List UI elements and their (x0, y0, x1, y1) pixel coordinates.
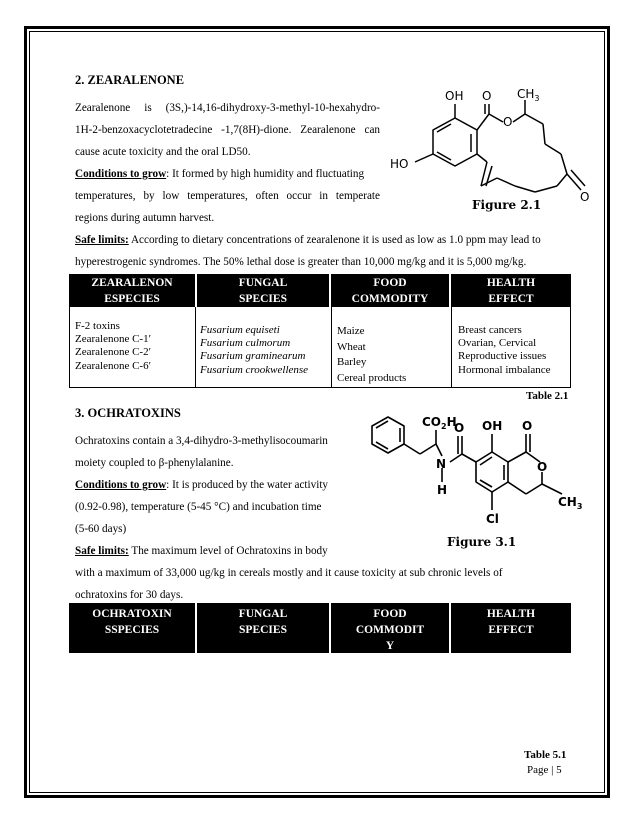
table-2-1-header-col-1: ZEARALENON ESPECIES (91, 277, 173, 305)
figure-2-1-caption: Figure 2.1 (472, 198, 542, 212)
table-5-1-header-col-1: OCHRATOXIN SSPECIES (92, 608, 172, 636)
co2h-label: $CO_2H$ (422, 415, 457, 431)
figure-3-1-caption: Figure 3.1 (447, 535, 517, 549)
list-item: F-2 toxins (75, 320, 120, 332)
ochratoxins-safe-line-3: ochratoxins for 30 days. (75, 589, 184, 601)
zearalenone-safe-line-2: hyperestrogenic syndromes. The 50% lethal dose is greater than 10,000 mg/kg and it is 5,000 mg/kg. (75, 256, 527, 268)
ch3-label: $CH_3$ (517, 87, 540, 103)
table-2-1-caption: Table 2.1 (526, 390, 569, 402)
safe-limits-label: Safe limits: (75, 545, 129, 557)
ochratoxins-conditions-line-1 (75, 474, 328, 496)
table-5-1-header-col-4: HEALTH EFFECT (486, 608, 536, 636)
carbonyl-o-label: O (482, 89, 492, 103)
list-item: Cereal products (337, 371, 407, 384)
lactone-o-label: O (522, 419, 533, 433)
table-2-1-col-2 (200, 324, 308, 377)
zearalenone-conditions-line-1 (75, 163, 380, 185)
ketone-o-label: O (580, 190, 590, 204)
table-2-1-col-4 (458, 324, 551, 377)
oh-label: OH (482, 419, 503, 433)
ochratoxins-intro-line-1: Ochratoxins contain a 3,4-dihydro-3-methylisocoumarin (75, 435, 328, 447)
zearalenone-intro-line-1: Zearalenone is (3S,)-14,16-dihydroxy-3-methyl-10-hexahydro- (75, 102, 380, 114)
list-item: Fusarium graminearum (200, 350, 306, 363)
list-item: Fusarium crookwellense (200, 363, 309, 376)
h-label: H (437, 483, 448, 497)
safe-limits-text: According to dietary concentrations of zearalenone it is used as low as 1.0 ppm may lead to (128, 234, 541, 246)
conditions-text: : It is produced by the water activity (166, 479, 329, 491)
table-2-1-col-1 (75, 320, 151, 373)
ch3-label: $CH_3$ (558, 495, 583, 511)
list-item: Barley (337, 356, 367, 369)
zearalenone-intro-line-3: cause acute toxicity and the oral LD50. (75, 146, 251, 158)
n-label: N (436, 457, 447, 471)
oh-label: OH (445, 89, 464, 103)
conditions-label: Conditions to grow (75, 479, 167, 491)
list-item: Zearalenone C-6′ (75, 359, 152, 372)
zearalenone-conditions-line-2: temperatures, by low temperatures, often occur in temperate (75, 190, 380, 202)
ochratoxins-safe-line-2: with a maximum of 33,000 ug/kg in cereals mostly and it cause toxicity at sub chronic levels of (75, 567, 503, 579)
table-5-1-header-col-2: FUNGAL SPECIES (238, 608, 288, 636)
table-5-1-header (69, 603, 571, 653)
table-2-1-header-col-3: FOOD COMMODITY (351, 277, 429, 305)
list-item: Hormonal imbalance (458, 363, 551, 376)
page-number: Page | 5 (527, 764, 562, 776)
list-item: Breast cancers (458, 324, 522, 336)
safe-limits-text: The maximum level of Ochratoxins in body (128, 545, 328, 557)
table-2-1-header-col-2: FUNGAL SPECIES (238, 277, 288, 305)
ochratoxins-intro-line-2: moiety coupled to β-phenylalanine. (75, 457, 234, 469)
ring-o-label: O (537, 460, 548, 474)
table-2-1-col-3 (337, 324, 406, 386)
safe-limits-label: Safe limits: (75, 234, 129, 246)
ochratoxins-conditions-line-2: (0.92-0.98), temperature (5-45 °C) and incubation time (75, 501, 322, 513)
ochratoxin-structure (350, 410, 590, 538)
table-5-1-caption: Table 5.1 (524, 749, 567, 761)
amide-o-label: O (454, 421, 465, 435)
cl-label: Cl (486, 512, 499, 526)
ho-label: HO (390, 157, 409, 171)
section-heading-zearalenone: 2. ZEARALENONE (75, 73, 185, 87)
ring-o-label: O (503, 115, 513, 129)
conditions-text: : It formed by high humidity and fluctuating (166, 168, 365, 180)
list-item: Wheat (337, 340, 366, 353)
table-5-1-header-col-3: FOOD COMMODIT Y (355, 608, 425, 652)
list-item: Fusarium culmorum (200, 337, 291, 350)
list-item: Ovarian, Cervical (458, 337, 537, 350)
table-2-1-header-col-4: HEALTH EFFECT (486, 277, 536, 305)
list-item: Zearalenone C-1′ (75, 333, 152, 346)
table-2-1-header (69, 274, 571, 307)
list-item: Reproductive issues (458, 350, 547, 363)
zearalenone-intro-line-2: 1H-2-benzoxacyclotetradecine -1,7(8H)-dione. Zearalenone can (75, 124, 380, 136)
ochratoxins-conditions-line-3: (5-60 days) (75, 523, 127, 535)
list-item: Zearalenone C-2′ (75, 346, 152, 359)
list-item: Maize (337, 325, 365, 337)
zearalenone-safe-line-1 (75, 229, 541, 251)
list-item: Fusarium equiseti (200, 324, 280, 336)
section-heading-ochratoxins: 3. OCHRATOXINS (75, 406, 181, 420)
ochratoxins-safe-line-1 (75, 540, 328, 562)
conditions-label: Conditions to grow (75, 168, 167, 180)
zearalenone-conditions-line-3: regions during autumn harvest. (75, 212, 215, 224)
